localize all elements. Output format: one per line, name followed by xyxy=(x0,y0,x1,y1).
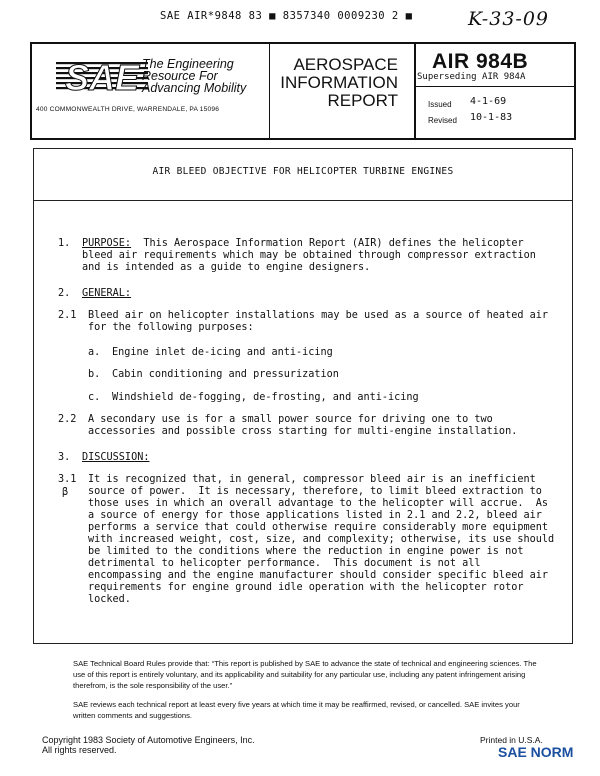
revised-label: Revised xyxy=(428,116,457,125)
paragraph-line: bleed air requirements which may be obtained through compressor extraction xyxy=(82,250,536,261)
section-number: 2. xyxy=(58,288,71,299)
report-type-cell xyxy=(269,44,414,138)
list-item: Cabin conditioning and pressurization xyxy=(112,369,339,380)
board-rules-notice: SAE Technical Board Rules provide that: “This report is published by SAE to advance the state of technical and engineering sciences. The use of this report is entirely voluntary, and its applicability and suitability for any particular use, including any patent infringement arising therefrom, is the sole responsibility of the user.” xyxy=(73,659,537,690)
air-number: AIR 984B xyxy=(432,50,529,73)
paragraph-line: Bleed air on helicopter installations may be used as a source of heated air xyxy=(88,310,549,321)
section-number: 2.1 xyxy=(58,310,77,321)
sae-logo xyxy=(56,56,148,96)
handwritten-note: K-33-09 xyxy=(468,8,550,30)
superseding-note: Superseding AIR 984A xyxy=(417,72,526,82)
paragraph-line: locked. xyxy=(88,594,131,605)
section-number: 1. xyxy=(58,238,71,249)
list-item-letter: c. xyxy=(88,392,101,403)
divider xyxy=(416,86,576,87)
paragraph-line: for the following purposes: xyxy=(88,322,254,333)
paragraph-line: accessories and possible cross starting for multi-engine installation. xyxy=(88,426,518,437)
printed-in: Printed in U.S.A. xyxy=(480,735,543,745)
paragraph-line: performs a service that could otherwise require considerably more equipment xyxy=(88,522,549,533)
revised-date: 10-1-83 xyxy=(470,112,513,123)
list-item: Engine inlet de-icing and anti-icing xyxy=(112,347,333,358)
document-title: AIR BLEED OBJECTIVE FOR HELICOPTER TURBINE ENGINES xyxy=(152,166,454,177)
revision-mark: β xyxy=(62,487,69,498)
issued-date: 4-1-69 xyxy=(470,96,507,107)
section-heading: PURPOSE: xyxy=(82,238,132,249)
paragraph-line: requirements for engine ground idle operation with the helicopter rotor xyxy=(88,582,524,593)
paragraph-line: and is intended as a guide to engine designers. xyxy=(82,262,371,273)
section-number: 2.2 xyxy=(58,414,77,425)
section-purpose-first-line: PURPOSE: This Aerospace Information Report (AIR) defines the helicopter xyxy=(82,238,524,249)
footer-notice xyxy=(73,659,543,731)
paragraph-line: be limited to the conditions where the reduction in engine power is not xyxy=(88,546,524,557)
paragraph-line: A secondary use is for a small power source for driving one to two xyxy=(88,414,493,425)
publisher-cell xyxy=(32,44,270,138)
list-item-letter: b. xyxy=(88,369,101,380)
title-divider xyxy=(33,200,573,201)
list-item: Windshield de-fogging, de-frosting, and anti-icing xyxy=(112,392,419,403)
document-id-line: SAE AIR*9848 83 ■ 8357340 0009230 2 ■ xyxy=(160,10,413,22)
section-heading: DISCUSSION: xyxy=(82,452,150,463)
document-number-cell xyxy=(414,44,576,138)
watermark-logo: SAE NORM xyxy=(498,744,574,760)
paragraph-line: with increased weight, cost, size, and complexity; otherwise, its use should xyxy=(88,534,555,545)
tagline: The Engineering Resource For Advancing Mobility xyxy=(142,57,247,95)
paragraph-line: It is recognized that, in general, compressor bleed air is an inefficient xyxy=(88,474,536,485)
report-type: AEROSPACE INFORMATION REPORT xyxy=(280,55,398,110)
address: 400 COMMONWEALTH DRIVE, WARRENDALE, PA 15096 xyxy=(36,106,220,113)
paragraph-line: source of power. It is necessary, therefore, to limit bleed extraction to xyxy=(88,486,542,497)
paragraph-line: encompassing and the engine manufacturer should consider specific bleed air xyxy=(88,570,549,581)
review-notice: SAE reviews each technical report at least every five years at which time it may be reaffirmed, revised, or cancelled. SAE invites your written comments and suggestions. xyxy=(73,700,520,721)
paragraph-line: a source of energy for those applications listed in 2.1 and 2.2, bleed air xyxy=(88,510,542,521)
list-item-letter: a. xyxy=(88,347,101,358)
issued-label: Issued xyxy=(428,100,452,109)
report-header xyxy=(30,42,576,140)
section-number: 3.1 xyxy=(58,474,77,485)
section-number: 3. xyxy=(58,452,71,463)
paragraph-line: detrimental to helicopter performance. This document is not all xyxy=(88,558,481,569)
copyright: Copyright 1983 Society of Automotive Engineers, Inc. All rights reserved. xyxy=(42,735,255,755)
section-heading: GENERAL: xyxy=(82,288,132,299)
paragraph-line: those uses in which an overall advantage to the helicopter will accrue. As xyxy=(88,498,549,509)
sae-logo-lettering: SAE xyxy=(64,57,140,96)
